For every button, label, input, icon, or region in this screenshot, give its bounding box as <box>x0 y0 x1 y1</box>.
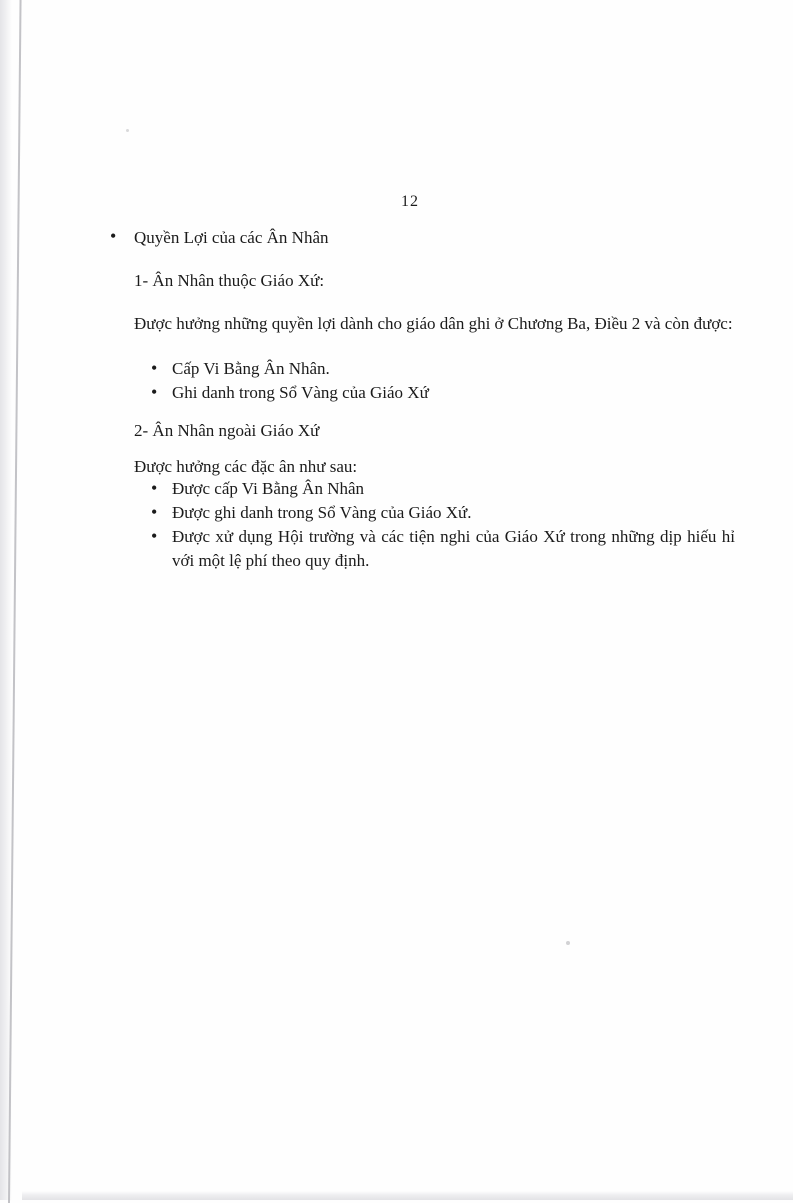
bullet-icon: • <box>151 382 158 402</box>
list-item <box>134 381 735 405</box>
section2-bullet-list <box>134 477 735 573</box>
list-item-text: Ghi danh trong Sổ Vàng của Giáo Xứ <box>172 383 429 402</box>
section1-bullet-list <box>134 357 735 405</box>
bullet-icon: • <box>151 358 158 378</box>
list-item <box>134 501 735 525</box>
main-bullet-text: Quyền Lợi của các Ân Nhân <box>134 228 329 247</box>
section2-heading: 2- Ân Nhân ngoài Giáo Xứ <box>134 421 320 440</box>
list-item-text: Được xử dụng Hội trường và các tiện nghi của Giáo Xứ trong những dịp hiếu hỉ với một lệ phí theo quy định. <box>172 527 735 570</box>
scan-speck <box>566 941 570 945</box>
list-item <box>134 525 735 573</box>
section2-intro: Được hưởng các đặc ân như sau: <box>134 457 358 476</box>
bullet-icon: • <box>110 226 117 246</box>
bullet-icon: • <box>151 478 158 498</box>
scan-bottom-edge-shadow <box>22 1191 793 1200</box>
list-item <box>134 357 735 381</box>
scan-speck <box>126 129 129 132</box>
section1-heading: 1- Ân Nhân thuộc Giáo Xứ: <box>134 271 325 290</box>
list-item-text: Cấp Vi Bằng Ân Nhân. <box>172 359 330 378</box>
page-number: 12 <box>401 193 419 210</box>
bullet-icon: • <box>151 502 158 522</box>
list-item-text: Được ghi danh trong Sổ Vàng của Giáo Xứ. <box>172 503 472 522</box>
list-item <box>134 477 735 501</box>
list-item-text: Được cấp Vi Bằng Ân Nhân <box>172 479 365 498</box>
main-bullet-item <box>110 226 735 249</box>
bullet-icon: • <box>151 526 158 546</box>
section1-intro: Được hưởng những quyền lợi dành cho giáo dân ghi ở Chương Ba, Điều 2 và còn được: <box>134 314 733 333</box>
